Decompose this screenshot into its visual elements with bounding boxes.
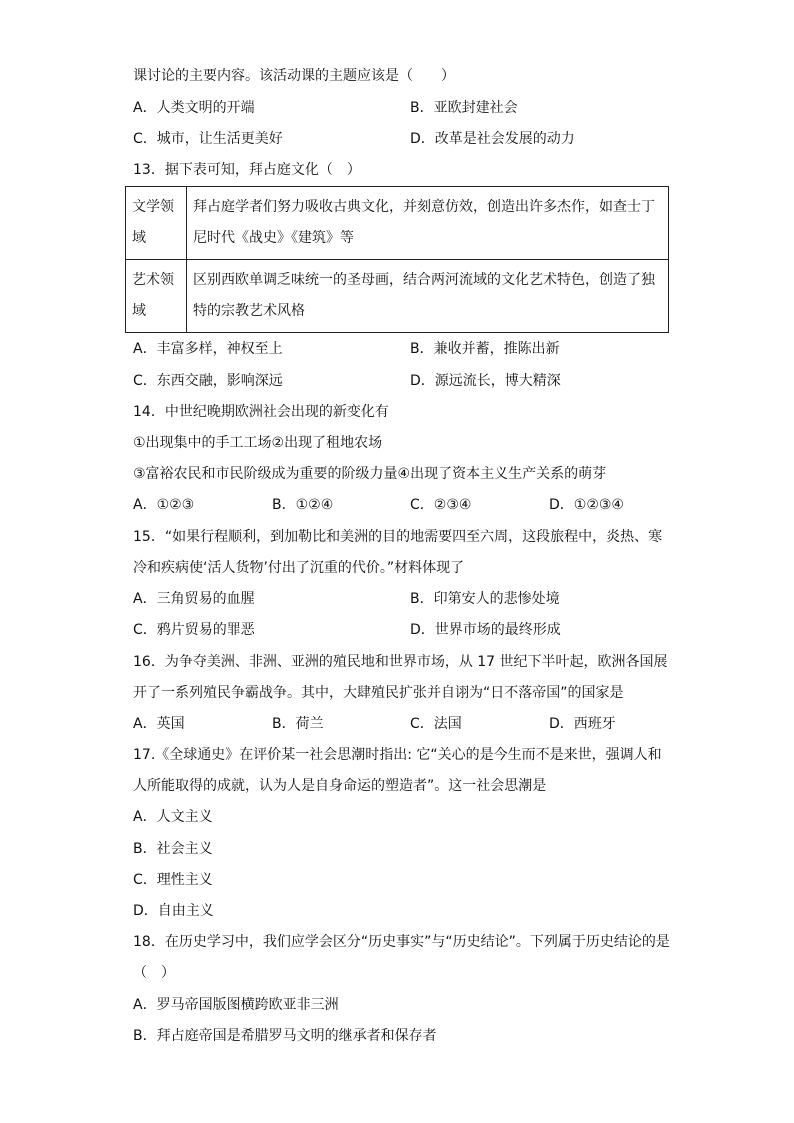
q18-stem-1: 18．在历史学习中，我们应学会区分“历史事实”与“历史结论”。下列属于历史结论的是	[133, 934, 670, 950]
q13-option-b: B．兼收并蓄，推陈出新	[410, 341, 560, 357]
table-head-cell: 文学领域	[126, 187, 187, 260]
q13-option-c: C．东西交融，影响深远	[133, 373, 283, 389]
q15-option-b: B．印第安人的悲惨处境	[410, 591, 560, 607]
q12-option-d: D．改革是社会发展的动力	[410, 131, 575, 147]
q17-option-d: D．自由主义	[133, 903, 214, 919]
table-row	[126, 187, 669, 260]
q14-item-line-2: ③富裕农民和市民阶级成为重要的阶级力量④出现了资本主义生产关系的萌芽	[133, 466, 607, 482]
q12-option-a: A．人类文明的开端	[133, 100, 255, 116]
q18-option-b: B．拜占庭帝国是希腊罗马文明的继承者和保存者	[133, 1028, 437, 1044]
q14-stem: 14．中世纪晚期欧洲社会出现的新变化有	[133, 404, 389, 420]
q14-option-a: A．①②③	[133, 497, 195, 513]
q17-option-a: A．人文主义	[133, 809, 213, 825]
q17-stem-1: 17.《全球通史》在评价某一社会思潮时指出: 它“关心的是今生而不是来世，强调人和	[133, 747, 662, 763]
q17-option-b: B．社会主义	[133, 841, 213, 857]
q12-stem: 课讨论的主要内容。该活动课的主题应该是（ ）	[133, 68, 455, 84]
q15-stem-1: 15．“如果行程顺利，到加勒比和美洲的目的地需要四至六周，这段旅程中，炎热、寒	[133, 529, 663, 545]
q15-option-a: A．三角贸易的血腥	[133, 591, 255, 607]
q14-item-line-1: ①出现集中的手工工场②出现了租地农场	[133, 435, 383, 451]
q14-option-c: C．②③④	[410, 497, 472, 513]
q13-stem: 13．据下表可知，拜占庭文化（ ）	[133, 162, 361, 178]
q18-option-a: A．罗马帝国版图横跨欧亚非三洲	[133, 997, 339, 1013]
q15-option-c: C．鸦片贸易的罪恶	[133, 622, 255, 638]
q13-option-a: A．丰富多样，神权至上	[133, 341, 283, 357]
table-row	[126, 260, 669, 333]
table-content-cell: 区别西欧单调乏味统一的圣母画，结合两河流域的文化艺术特色，创造了独特的宗教艺术风格	[187, 260, 669, 333]
q12-option-b: B．亚欧封建社会	[410, 100, 518, 116]
q14-option-d: D．①②③④	[549, 497, 624, 513]
q12-option-c: C．城市，让生活更美好	[133, 131, 283, 147]
q15-stem-2: 冷和疾病使‘活人货物’付出了沉重的代价。”材料体现了	[133, 560, 465, 576]
q14-option-b: B．①②④	[272, 497, 334, 513]
table-head-cell: 艺术领域	[126, 260, 187, 333]
q17-stem-2: 人所能取得的成就，认为人是自身命运的塑造者”。这一社会思潮是	[133, 778, 547, 794]
q16-option-b: B．荷兰	[272, 716, 324, 732]
q16-option-c: C．法国	[410, 716, 462, 732]
q16-option-d: D．西班牙	[549, 716, 616, 732]
q15-option-d: D．世界市场的最终形成	[410, 622, 561, 638]
q13-option-d: D．源远流长，博大精深	[410, 373, 561, 389]
q16-stem-2: 开了一系列殖民争霸战争。其中，大肆殖民扩张并自诩为“日不落帝国”的国家是	[133, 685, 624, 701]
q18-stem-2: （ ）	[133, 965, 175, 981]
q16-option-a: A．英国	[133, 716, 185, 732]
q13-table	[125, 186, 669, 333]
q17-option-c: C．理性主义	[133, 872, 213, 888]
table-content-cell: 拜占庭学者们努力吸收古典文化，并刻意仿效，创造出许多杰作，如查士丁尼时代《战史》《建筑》等	[187, 187, 669, 260]
q16-stem-1: 16．为争夺美洲、非洲、亚洲的殖民地和世界市场，从 17 世纪下半叶起，欧洲各国展	[133, 654, 668, 670]
